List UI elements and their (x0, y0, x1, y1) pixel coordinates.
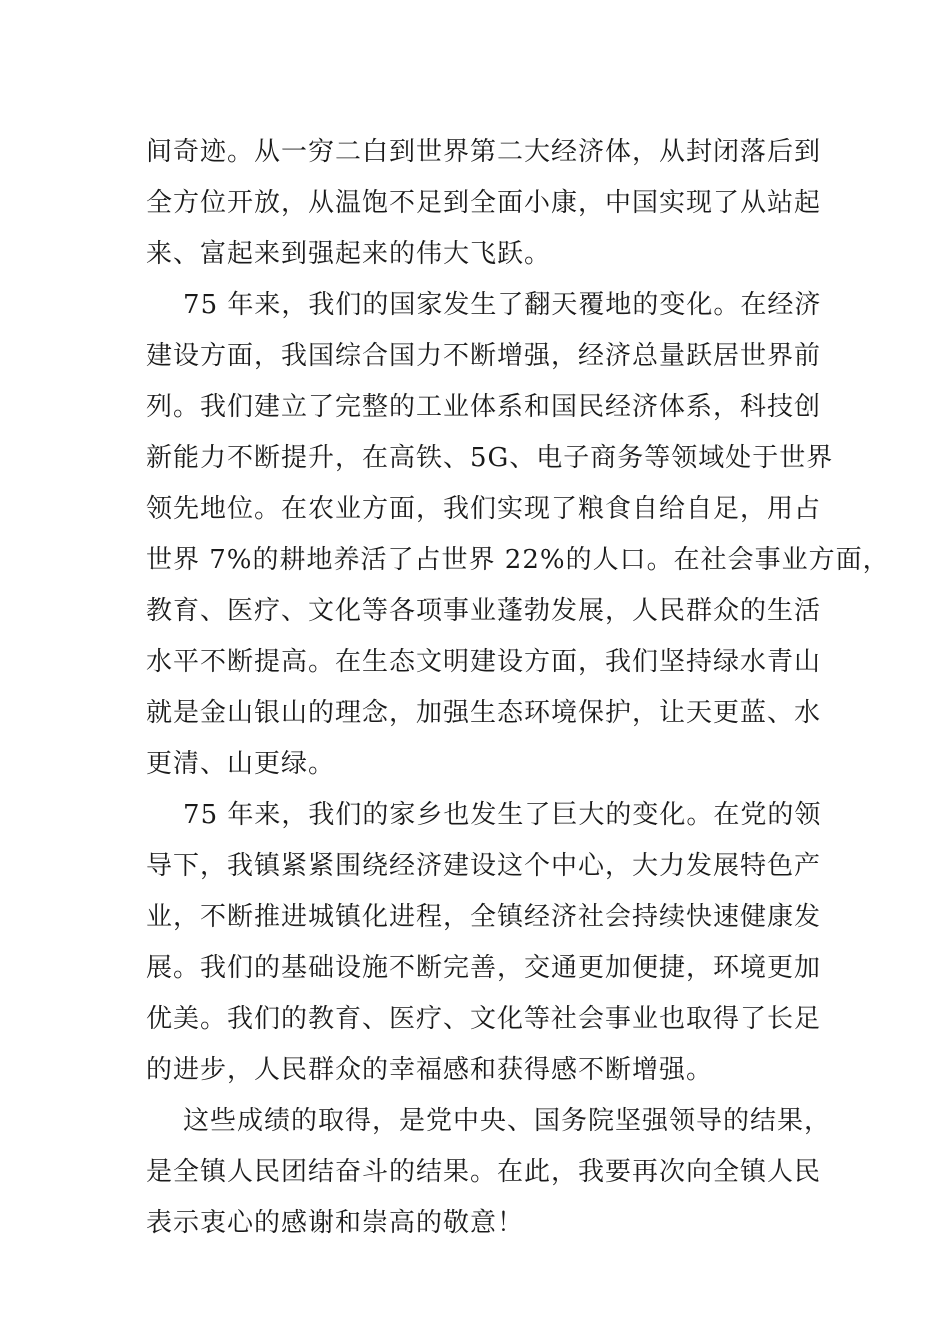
paragraph-3 (146, 790, 826, 1096)
text-line: 就是金山银山的理念，加强生态环境保护，让天更蓝、水 (146, 698, 822, 728)
text-line: 水平不断提高。在生态文明建设方面，我们坚持绿水青山 (146, 647, 822, 677)
text-line: 业，不断推进城镇化进程，全镇经济社会持续快速健康发 (146, 902, 822, 932)
text-line: 新能力不断提升，在高铁、5G、电子商务等领域处于世界 (146, 443, 834, 473)
text-line: 展。我们的基础设施不断完善，交通更加便捷，环境更加 (146, 953, 822, 983)
text-line: 优美。我们的教育、医疗、文化等社会事业也取得了长足 (146, 1004, 822, 1034)
text-line: 列。我们建立了完整的工业体系和国民经济体系，科技创 (146, 392, 822, 422)
text-line: 75 年来，我们的国家发生了翻天覆地的变化。在经济 (146, 290, 822, 320)
text-line: 领先地位。在农业方面，我们实现了粮食自给自足，用占 (146, 494, 822, 524)
text-line: 更清、山更绿。 (146, 749, 336, 779)
text-line: 75 年来，我们的家乡也发生了巨大的变化。在党的领 (146, 800, 822, 830)
text-line: 全方位开放，从温饱不足到全面小康，中国实现了从站起 (146, 188, 822, 218)
text-line: 来、富起来到强起来的伟大飞跃。 (146, 239, 552, 269)
text-line: 表示衷心的感谢和崇高的敬意！ (146, 1208, 525, 1238)
text-line: 的进步，人民群众的幸福感和获得感不断增强。 (146, 1055, 714, 1085)
text-line: 间奇迹。从一穷二白到世界第二大经济体，从封闭落后到 (146, 137, 822, 167)
text-line: 建设方面，我国综合国力不断增强，经济总量跃居世界前 (146, 341, 822, 371)
text-line: 教育、医疗、文化等各项事业蓬勃发展，人民群众的生活 (146, 596, 822, 626)
paragraph-2 (146, 280, 890, 790)
document-body (146, 127, 890, 1249)
text-line: 这些成绩的取得，是党中央、国务院坚强领导的结果， (146, 1106, 832, 1136)
text-line: 是全镇人民团结奋斗的结果。在此，我要再次向全镇人民 (146, 1157, 822, 1187)
paragraph-4 (146, 1096, 832, 1249)
paragraph-1 (146, 127, 826, 280)
text-line: 导下，我镇紧紧围绕经济建设这个中心，大力发展特色产 (146, 851, 822, 881)
text-line: 世界 7%的耕地养活了占世界 22%的人口。在社会事业方面， (146, 545, 890, 575)
